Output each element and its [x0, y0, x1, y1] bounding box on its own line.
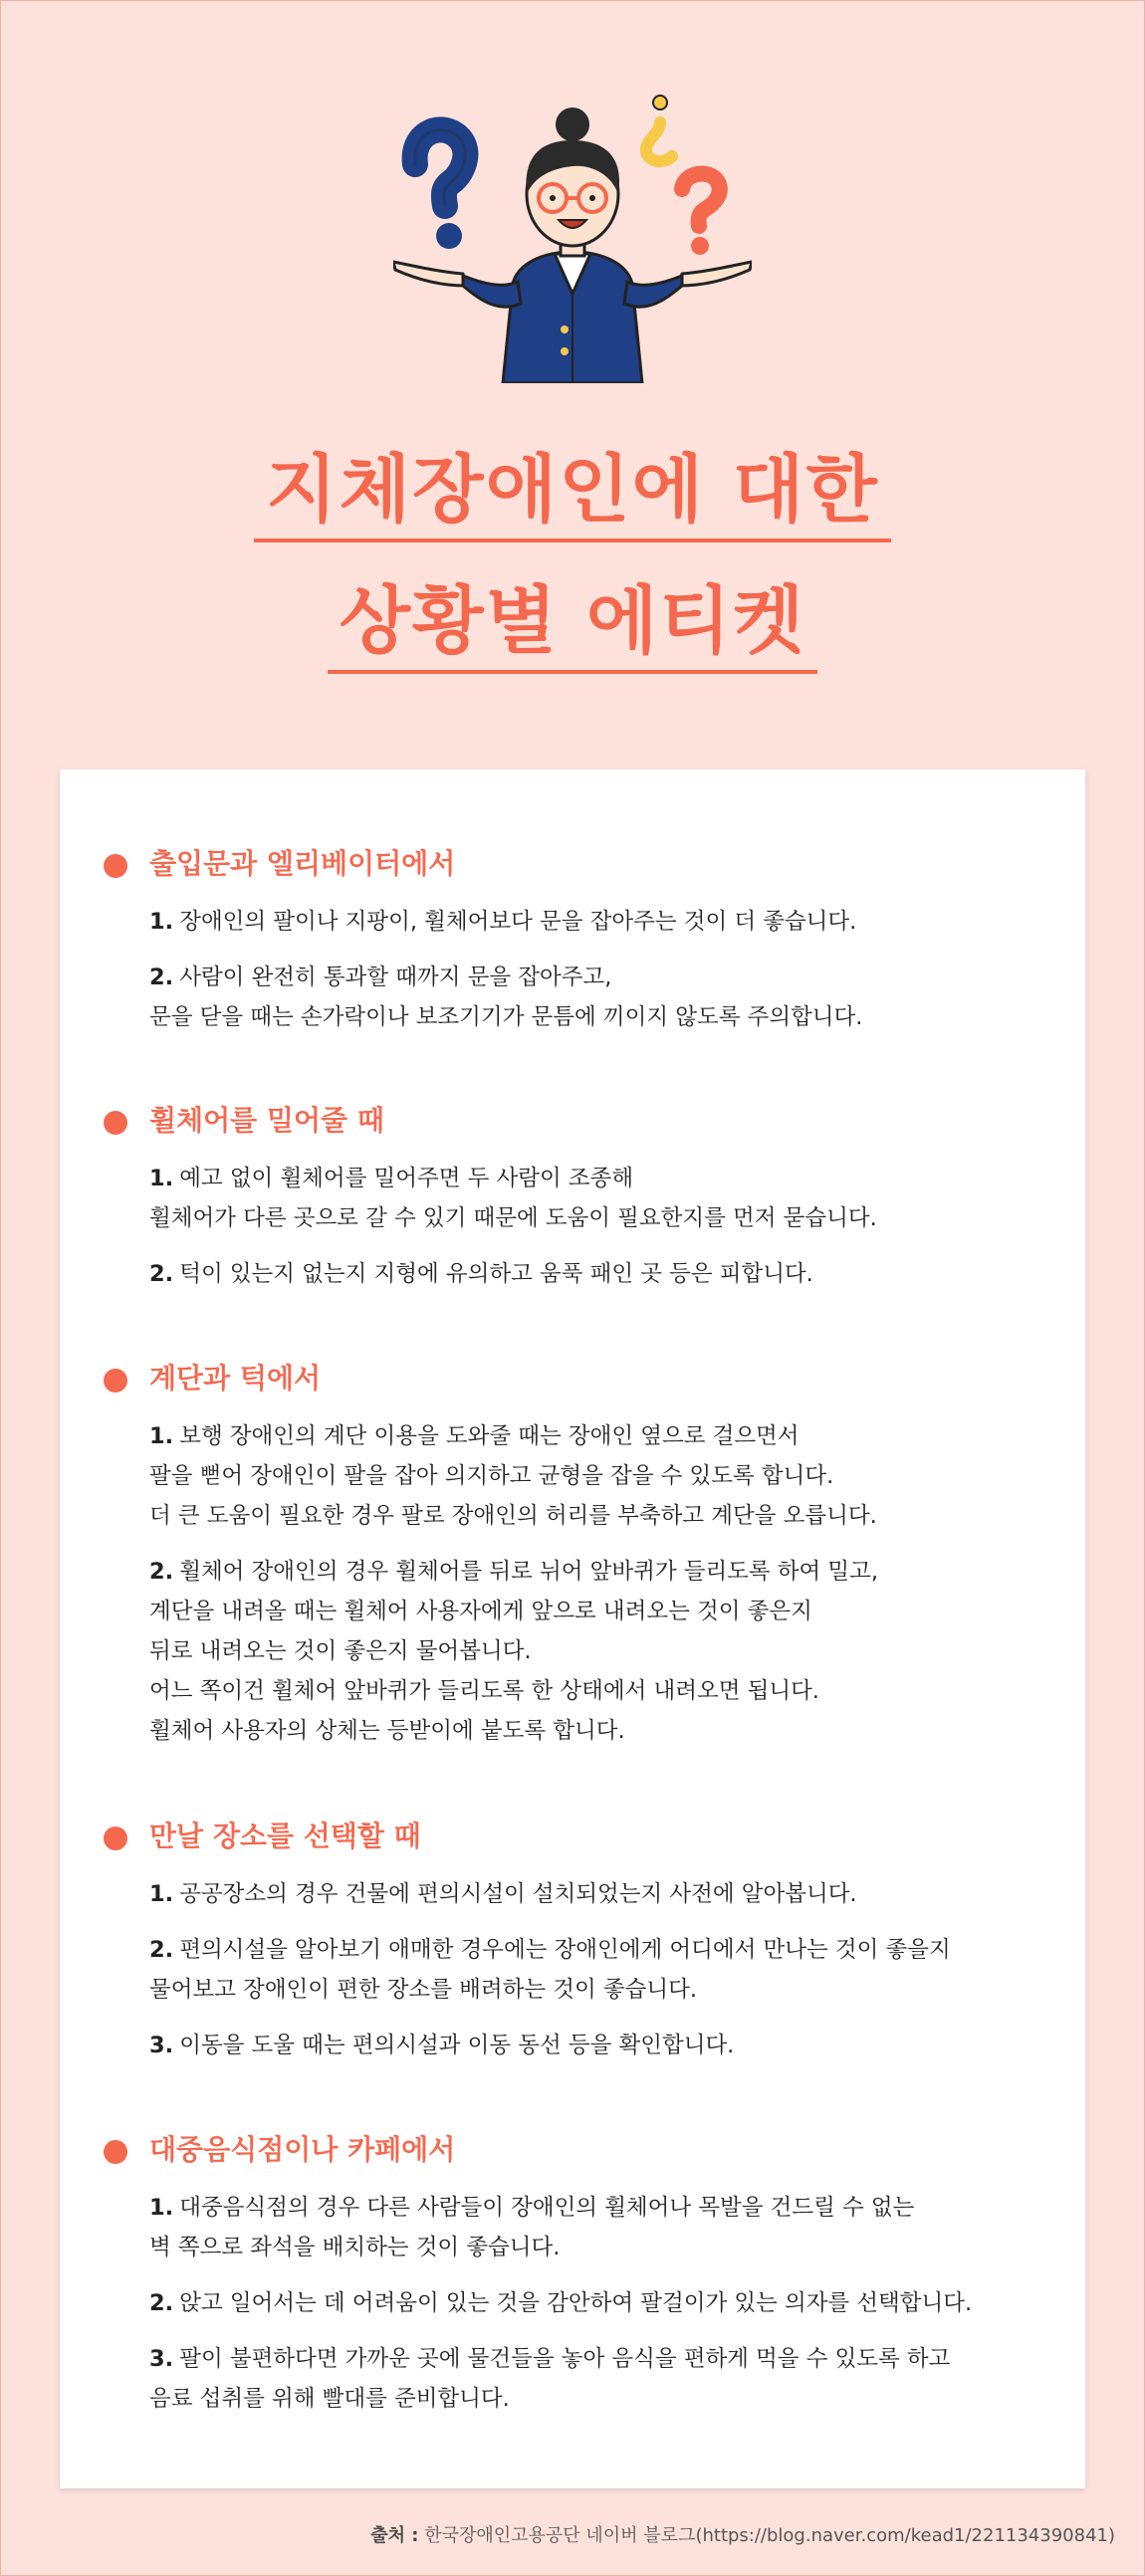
item-number: 1.	[149, 1423, 174, 1449]
item-number: 2.	[149, 1937, 174, 1963]
item-line	[149, 1930, 1065, 1970]
blue-question-mark-icon	[415, 129, 466, 249]
item-text: 턱이 있는지 없는지 지형에 유의하고 움푹 패인 곳 등은 피합니다.	[179, 1261, 813, 1287]
section-restaurant-cafe	[60, 2130, 1085, 2412]
bullet-dot-icon	[104, 1826, 127, 1850]
item-number: 2.	[149, 1559, 174, 1585]
item-text: 휠체어 장애인의 경우 휠체어를 뒤로 뉘어 앞바퀴가 들리도록 하여 밀고,	[179, 1559, 879, 1585]
title-line-1-wrap	[0, 448, 1145, 542]
source-text: 한국장애인고용공단 네이버 블로그(https://blog.naver.com/kead1/221134390841)	[424, 2525, 1115, 2546]
list-item	[149, 902, 1065, 942]
item-line	[149, 1552, 1065, 1592]
page-title-line-1: 지체장애인에 대한	[254, 448, 891, 542]
list-item	[149, 2339, 1065, 2419]
list-item	[149, 1254, 1065, 1294]
item-text: 앉고 일어서는 데 어려움이 있는 것을 감안하여 팔걸이가 있는 의자를 선택합니다.	[179, 2290, 973, 2316]
source-credit	[370, 2521, 1115, 2547]
item-line: 팔을 뻗어 장애인이 팔을 잡아 의지하고 균형을 잡을 수 있도록 합니다.	[149, 1463, 834, 1489]
bullet-dot-icon	[104, 2140, 127, 2164]
section-header	[60, 2130, 1085, 2170]
item-text: 편의시설을 알아보기 애매한 경우에는 장애인에게 어디에서 만나는 것이 좋을지	[179, 1937, 951, 1963]
section-header	[60, 1817, 1085, 1856]
item-number: 1.	[149, 1881, 174, 1907]
item-number: 2.	[149, 965, 174, 990]
item-line	[149, 2283, 1065, 2323]
item-line	[149, 902, 1065, 942]
section-items	[149, 2188, 1065, 2435]
item-text: 팔이 불편하다면 가까운 곳에 물건들을 놓아 음식을 편하게 먹을 수 있도록 하고	[179, 2346, 951, 2372]
list-item	[149, 1552, 1065, 1751]
list-item	[149, 1874, 1065, 1914]
item-line	[149, 1416, 1065, 1456]
section-meeting-place	[60, 1817, 1085, 2058]
item-line	[149, 1159, 1065, 1198]
item-line: 음료 섭취를 위해 빨대를 준비합니다.	[149, 2386, 510, 2412]
bullet-dot-icon	[104, 1111, 127, 1135]
item-text: 이동을 도울 때는 편의시설과 이동 동선 등을 확인합니다.	[179, 2033, 735, 2058]
section-entrance-elevator	[60, 844, 1085, 1030]
list-item	[149, 2188, 1065, 2267]
item-line	[149, 2339, 1065, 2379]
item-number: 1.	[149, 2195, 174, 2221]
section-title: 만날 장소를 선택할 때	[149, 1820, 421, 1852]
item-text: 대중음식점의 경우 다른 사람들이 장애인의 휠체어나 목발을 건드릴 수 없는	[179, 2195, 915, 2221]
item-line: 어느 쪽이건 휠체어 앞바퀴가 들리도록 한 상태에서 내려오면 됩니다.	[149, 1678, 819, 1704]
item-line: 뒤로 내려오는 것이 좋은지 물어봅니다.	[149, 1638, 532, 1664]
item-line: 휠체어가 다른 곳으로 갈 수 있기 때문에 도움이 필요한지를 먼저 묻습니다.	[149, 1205, 877, 1231]
item-number: 1.	[149, 909, 174, 935]
item-number: 3.	[149, 2346, 174, 2372]
item-line: 문을 닫을 때는 손가락이나 보조기기가 문틈에 끼이지 않도록 주의합니다.	[149, 1004, 863, 1030]
item-line: 벽 쪽으로 좌석을 배치하는 것이 좋습니다.	[149, 2235, 561, 2260]
section-title: 대중음식점이나 카페에서	[149, 2133, 456, 2166]
section-header	[60, 1101, 1085, 1141]
list-item	[149, 1416, 1065, 1536]
section-items	[149, 1159, 1065, 1310]
yellow-question-mark-icon	[646, 96, 672, 161]
title-line-2-wrap	[0, 579, 1145, 674]
item-text: 공공장소의 경우 건물에 편의시설이 설치되었는지 사전에 알아봅니다.	[179, 1881, 857, 1907]
item-line	[149, 2188, 1065, 2228]
section-header	[60, 844, 1085, 884]
item-line	[149, 958, 1065, 997]
section-wheelchair-push	[60, 1101, 1085, 1287]
item-line	[149, 1254, 1065, 1294]
list-item	[149, 1930, 1065, 2010]
item-line: 휠체어 사용자의 상체는 등받이에 붙도록 합니다.	[149, 1718, 625, 1744]
item-text: 예고 없이 휠체어를 밀어주면 두 사람이 조종해	[179, 1166, 634, 1191]
source-label: 출처 :	[370, 2525, 419, 2546]
section-title: 계단과 턱에서	[149, 1362, 322, 1395]
item-text: 보행 장애인의 계단 이용을 도와줄 때는 장애인 옆으로 걸으면서	[179, 1423, 800, 1449]
item-line	[149, 1874, 1065, 1914]
section-items	[149, 1416, 1065, 1767]
bullet-dot-icon	[104, 1369, 127, 1393]
section-title: 출입문과 엘리베이터에서	[149, 847, 456, 880]
section-header	[60, 1359, 1085, 1398]
etiquette-card	[60, 769, 1085, 2488]
list-item	[149, 1159, 1065, 1238]
list-item	[149, 2283, 1065, 2323]
item-number: 1.	[149, 1166, 174, 1191]
page-title-line-2: 상황별 에티켓	[328, 579, 818, 674]
section-stairs-curb	[60, 1359, 1085, 1744]
section-items	[149, 1874, 1065, 2081]
item-text: 장애인의 팔이나 지팡이, 휠체어보다 문을 잡아주는 것이 더 좋습니다.	[179, 909, 857, 935]
item-line: 물어보고 장애인이 편한 장소를 배려하는 것이 좋습니다.	[149, 1977, 697, 2003]
section-title: 휠체어를 밀어줄 때	[149, 1104, 384, 1137]
bullet-dot-icon	[104, 854, 127, 878]
item-number: 2.	[149, 1261, 174, 1287]
person-with-question-marks-icon	[393, 95, 752, 383]
item-line	[149, 2026, 1065, 2065]
item-line: 계단을 내려올 때는 휠체어 사용자에게 앞으로 내려오는 것이 좋은지	[149, 1599, 812, 1624]
item-text: 사람이 완전히 통과할 때까지 문을 잡아주고,	[179, 965, 612, 990]
list-item	[149, 958, 1065, 1037]
item-line: 더 큰 도움이 필요한 경우 팔로 장애인의 허리를 부축하고 계단을 오릅니다.	[149, 1503, 877, 1529]
item-number: 3.	[149, 2033, 174, 2058]
list-item	[149, 2026, 1065, 2065]
section-items	[149, 902, 1065, 1053]
item-number: 2.	[149, 2290, 174, 2316]
orange-question-mark-icon	[682, 174, 720, 255]
